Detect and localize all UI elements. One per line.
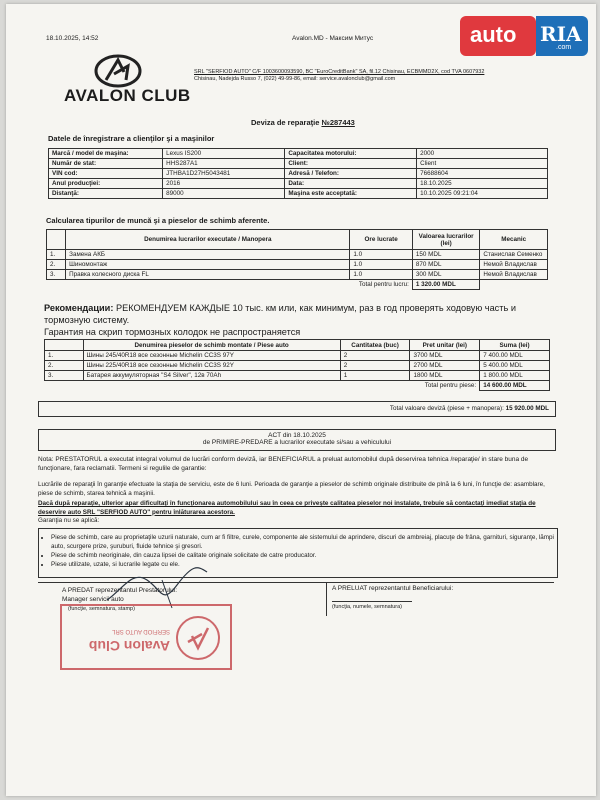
client-field-label: Adresă / Telefon: (285, 169, 417, 179)
act-title: ACT din 18.10.2025 (268, 432, 326, 439)
warranty-note: Гарантия на скрип тормозных колодок не распространяется (44, 327, 301, 337)
parts-col-sum: Suma (lei) (480, 340, 550, 351)
client-field-label: Marcă / model de maşina: (49, 149, 163, 159)
document-number: №287443 (321, 118, 355, 127)
print-date: 18.10.2025, 14:52 (46, 35, 99, 42)
parts-table-row (45, 371, 550, 381)
client-table-row (49, 159, 548, 169)
client-table-row (49, 149, 548, 159)
parts-table-row (45, 351, 550, 361)
works-table (46, 229, 548, 290)
client-section-heading: Datele de înregistrare a clienţilor şi a maşinilor (48, 134, 215, 143)
client-field-value: 76688604 (417, 169, 548, 179)
grand-total-label: Total valoare devizā (piese + manopera): (389, 405, 504, 412)
works-cell: 300 MDL (412, 270, 480, 280)
right-signature-hint: (funcţia, numele, semnatura) (332, 604, 403, 610)
parts-table (44, 339, 550, 391)
works-cell: 3. (47, 270, 66, 280)
works-section-heading: Calcularea tipurilor de muncă şi a pieselor de schimb aferente. (46, 216, 270, 225)
avalon-logo-icon (94, 54, 142, 88)
works-cell: 1.0 (350, 250, 412, 260)
works-cell: 870 MDL (412, 260, 480, 270)
client-field-value: HHS287A1 (163, 159, 285, 169)
parts-cell: 3. (45, 371, 84, 381)
parts-col-qty: Cantitatea (buc) (340, 340, 410, 351)
works-col-hours: Ore lucrate (350, 230, 412, 250)
watermark-red-block (460, 16, 536, 56)
parts-cell: 1. (45, 351, 84, 361)
stamp-subtext: SERFIOD AUTO SRL (112, 628, 170, 634)
company-logo-name: AVALON CLUB (64, 86, 191, 105)
warranty-exclusion-item: • Piese de schimb, care au proprietaţile uzurii naturale, cum ar fi filtre, curele, componente ale sistemului de aprindere, discuri de ambreiaj, placuţe de frâna, garnituri, siguranţe, lămpi auto, scurgere prize, şuruburi, fluide tehnice şi gresori. (51, 533, 557, 551)
works-total-value: 1 320.00 MDL (412, 280, 480, 290)
parts-cell: 1800 MDL (410, 371, 480, 381)
works-cell: Немой Владислав (480, 270, 548, 280)
parts-cell: 3700 MDL (410, 351, 480, 361)
works-cell: 1.0 (350, 270, 412, 280)
client-field-label: Distanţă: (49, 189, 163, 199)
grand-total-box (38, 401, 556, 417)
stamp-logo-icon (176, 616, 220, 660)
parts-cell: Шины 225/40R18 все сезонные Michelin CC3S 92Y (83, 361, 340, 371)
client-field-label: Data: (285, 179, 417, 189)
parts-cell: Шины 245/40R18 все сезонные Michelin CC3S 97Y (83, 351, 340, 361)
recommendation-text (44, 302, 556, 326)
works-table-row (47, 250, 548, 260)
company-details-line1: SRL "SERFIOD AUTO" C/F 1003600093590, BC "EuroCreditBank" SA, fil.12 Chisinau, ECBMMD2X, cod TVA 0607932 (194, 69, 485, 75)
parts-cell: 5 400.00 MDL (480, 361, 550, 371)
client-field-label: Maşina este acceptată: (285, 189, 417, 199)
handwritten-signature (102, 560, 212, 610)
client-field-label: Capacitatea motorului: (285, 149, 417, 159)
works-col-index (47, 230, 66, 250)
client-field-value: 89000 (163, 189, 285, 199)
works-table-row (47, 260, 548, 270)
grand-total-value: 15 920.00 MDL (505, 405, 549, 412)
act-box (38, 429, 556, 451)
warranty-exclusion-item: • Piese utilizate, uzate, si lucrarile legate cu ele. (51, 560, 557, 569)
client-field-label: Număr de stat: (49, 159, 163, 169)
grand-total (390, 405, 549, 412)
client-field-value: 2000 (417, 149, 548, 159)
company-details-line2: Chisinau, Nadejda Russo 7, (022) 49-99-86, email: service.avalonclub@gmail.com (194, 76, 396, 82)
document-page (6, 4, 596, 796)
left-signature-role: Manager servicii auto (62, 596, 124, 603)
client-field-value: Lexus IS200 (163, 149, 285, 159)
client-field-label: Client: (285, 159, 417, 169)
works-cell: Замена АКБ (66, 250, 350, 260)
works-cell: Станислав Семенко (480, 250, 548, 260)
parts-col-unit-price: Pret unitar (lei) (410, 340, 480, 351)
client-vehicle-table (48, 148, 548, 199)
notes-paragraph-1: Nota: PRESTATORUL a executat integral volumul de lucrări conform deviză, iar BENEFICIARUL a preluat automobilul după deservirea tehnica /reparaţie/ in stare buna de funcţionare, fara reclamatii. Termeni si regulile de garantie: (38, 456, 529, 472)
client-table-row (49, 169, 548, 179)
watermark-blue-block (536, 16, 588, 56)
client-field-value: 2016 (163, 179, 285, 189)
parts-cell: 1 (340, 371, 410, 381)
works-cell: 150 MDL (412, 250, 480, 260)
warranty-exclusion-item: • Piese de schimb neoriginale, din cauza lipsei de calitate originale solicitate de catre producator. (51, 551, 557, 560)
client-table-row (49, 189, 548, 199)
recommendation-body: РЕКОМЕНДУЕМ КАЖДЫЕ 10 тыс. км или, как минимум, раз в год проверять ходовую часть и тормозную систему. (44, 303, 516, 325)
watermark-domain: .com (556, 44, 572, 51)
client-field-value: JTHBA1D27H5043481 (163, 169, 285, 179)
works-total-label: Total pentru lucru: (358, 281, 409, 289)
works-cell: Немой Владислав (480, 260, 548, 270)
works-col-name: Denumirea lucrarilor executate / Manopera (66, 230, 350, 250)
print-site-title: Avalon.MD - Максим Митус (292, 35, 374, 42)
notes-paragraph-4: Garanţia nu se aplică: (38, 517, 100, 524)
recommendation-label: Рекомендации: (44, 303, 114, 313)
company-stamp (60, 604, 232, 670)
document-title-label: Deviza de reparaţie (251, 118, 322, 127)
right-signature-title: A PRELUAT reprezentantul Beneficiarului: (332, 585, 454, 592)
document-title (251, 118, 355, 127)
client-field-value: Client (417, 159, 548, 169)
parts-cell: 2 (340, 361, 410, 371)
watermark-auto-text: auto (470, 22, 517, 47)
stamp-text: Avalon Club (88, 638, 170, 654)
autoria-watermark (460, 16, 590, 58)
right-signature-line (332, 601, 412, 602)
works-col-mechanic: Mecanic (480, 230, 548, 250)
client-field-label: Anul producţiei: (49, 179, 163, 189)
client-table-row (49, 179, 548, 189)
works-cell: 1.0 (350, 260, 412, 270)
works-table-row (47, 270, 548, 280)
left-signature-hint: (funcţie, semnatura, stamp) (68, 606, 135, 612)
works-cell: Правка колесного диска FL (66, 270, 350, 280)
left-signature-title: A PREDAT reprezentantul Prestatorului: (62, 587, 178, 594)
notes-paragraph-2: Lucrările de reparaţii în garanţie efectuate la staţia de serviciu, este de 6 luni. Perioada de garanţie a pieselor de schimb originale distribuite de plnă la 6 luni, în funcţie de: asamblare, piese de schimb, starea tehnică a maşinii. (38, 481, 545, 497)
act-subtitle: de PRIMIRE-PREDARE a lucrarilor executate si/sau a vehiculului (202, 439, 392, 446)
signature-divider (326, 582, 327, 616)
parts-cell: 7 400.00 MDL (480, 351, 550, 361)
client-field-value: 10.10.2025 09:21:04 (417, 189, 548, 199)
client-field-value: 18.10.2025 (417, 179, 548, 189)
parts-cell: 2700 MDL (410, 361, 480, 371)
parts-cell: 2 (340, 351, 410, 361)
watermark-ria-text: RIA (540, 22, 582, 46)
parts-total-value: 14 600.00 MDL (480, 381, 550, 391)
parts-cell: 2. (45, 361, 84, 371)
works-cell: 1. (47, 250, 66, 260)
works-cell: 2. (47, 260, 66, 270)
client-field-label: VIN cod: (49, 169, 163, 179)
notes-paragraph-3: Dacă după reparaţie, ulterior apar dificultaţi în funcţionarea automobilului sau în ceea ce priveşte calitatea pieselor noi instalate, trebuie să contactaţi imediat staţia de deservire auto SRL "SERFIOD AUTO" pentru înlăturarea acestora. (38, 500, 536, 516)
parts-total-label: Total pentru piese: (424, 382, 477, 390)
works-cell: Шиномонтаж (66, 260, 350, 270)
parts-col-index (45, 340, 84, 351)
parts-cell: 1 800.00 MDL (480, 371, 550, 381)
parts-table-row (45, 361, 550, 371)
parts-col-name: Denumirea pieselor de schimb montate / Piese auto (83, 340, 340, 351)
works-col-value: Valoarea lucrarilor (lei) (412, 230, 480, 250)
parts-cell: Батарея аккумуляторная "S4 Silver", 12в 70Ah (83, 371, 340, 381)
